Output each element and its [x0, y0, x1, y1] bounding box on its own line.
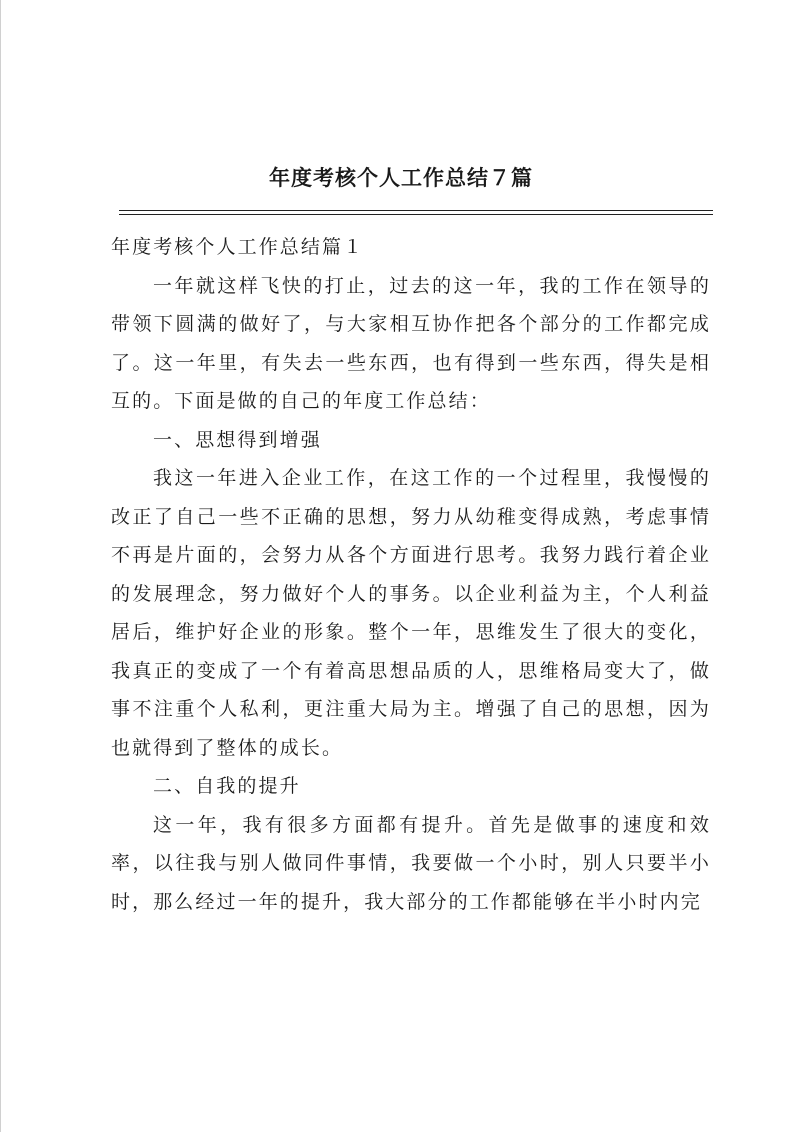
heading-improvement: 二、自我的提升 — [153, 775, 301, 797]
section-heading: 年度考核个人工作总结篇１ — [111, 236, 365, 258]
document-title: 年度考核个人工作总结７篇 — [269, 165, 533, 190]
title-rule-bottom — [119, 214, 713, 215]
paragraph-thought: 我这一年进入企业工作，在这工作的一个过程里，我慢慢的改正了自己一些不正确的思想，努力从幼稚变得成熟，考虑事情不再是片面的，会努力从各个方面进行思考。我努力践行着企业的发展理念，努力做好个人的事务。以企业利益为主，个人利益居后，维护好企业的形象。整个一年，思维发生了很大的变化，我真正的变成了一个有着高思想品质的人，思维格局变大了，做事不注重个人私利，更注重大局为主。增强了自己的思想，因为也就得到了整体的成长。 — [111, 467, 711, 759]
paragraph-intro: 一年就这样飞快的打止，过去的这一年，我的工作在领导的带领下圆满的做好了，与大家相互协作把各个部分的工作都完成了。这一年里，有失去一些东西，也有得到一些东西，得失是相互的。下面是做的自己的年度工作总结： — [111, 274, 711, 412]
heading-thought: 一、思想得到增强 — [153, 428, 322, 451]
paragraph-improvement: 这一年，我有很多方面都有提升。首先是做事的速度和效率，以往我与别人做同件事情，我要做一个小时，别人只要半小时，那么经过一年的提升，我大部分的工作都能够在半小时内完 — [111, 813, 711, 913]
document-body — [111, 228, 711, 921]
title-rule-top — [119, 210, 713, 211]
